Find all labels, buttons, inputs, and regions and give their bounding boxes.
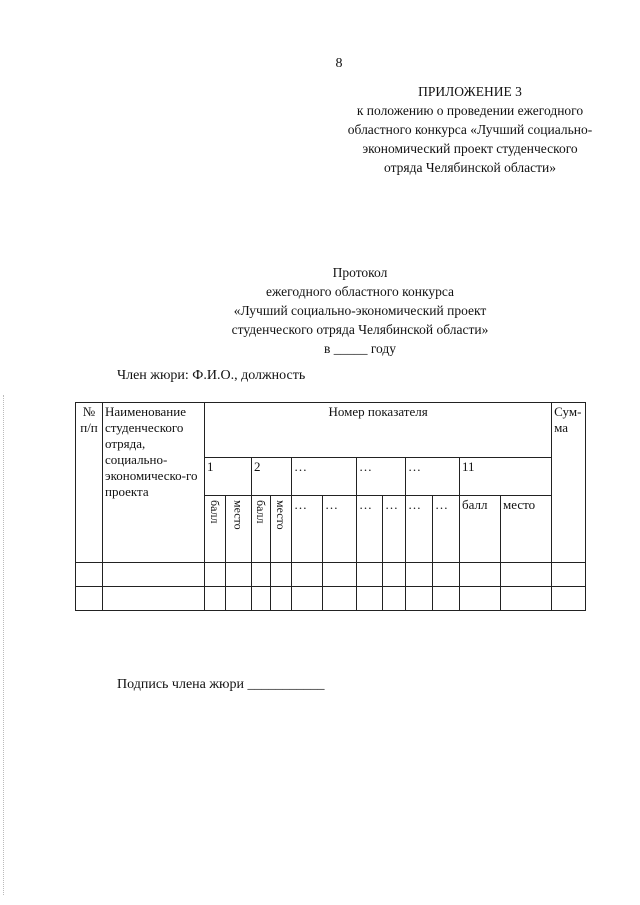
appendix-header	[300, 82, 640, 177]
subheader-place-text: место	[231, 500, 246, 530]
subheader-ellipsis: …	[323, 496, 357, 563]
appendix-line: областного конкурса «Лучший социально-	[347, 122, 593, 137]
indicator-11: 11	[460, 458, 552, 496]
appendix-title: ПРИЛОЖЕНИЕ 3	[418, 84, 522, 99]
indicator-1: 1	[205, 458, 252, 496]
subheader-score-text: балл	[208, 500, 222, 524]
indicator-ellipsis: …	[357, 458, 406, 496]
appendix-line: экономический проект студенческого	[362, 141, 578, 156]
subheader-place-text: место	[274, 500, 288, 530]
page-number: 8	[335, 56, 343, 71]
protocol-year-line: в _____ году	[323, 341, 397, 356]
subheader-place: место	[501, 496, 552, 563]
header-indicator: Номер показателя	[205, 403, 552, 458]
subheader-ellipsis: …	[433, 496, 460, 563]
subheader-score	[252, 496, 271, 563]
margin-divider	[3, 395, 5, 895]
indicator-ellipsis: …	[292, 458, 357, 496]
protocol-line: студенческого отряда Челябинской области»	[231, 322, 489, 337]
header-sum: Сум-ма	[552, 403, 586, 563]
table-row	[76, 563, 586, 587]
subheader-score	[205, 496, 226, 563]
subheader-place	[226, 496, 252, 563]
protocol-heading	[150, 263, 570, 358]
subheader-ellipsis: …	[383, 496, 406, 563]
jury-member-line: Член жюри: Ф.И.О., должность	[117, 368, 306, 383]
subheader-score: балл	[460, 496, 501, 563]
protocol-line: ежегодного областного конкурса	[266, 284, 454, 299]
indicator-2: 2	[252, 458, 292, 496]
subheader-ellipsis: …	[357, 496, 383, 563]
signature-line: Подпись члена жюри ___________	[117, 677, 325, 692]
appendix-line: к положению о проведении ежегодного	[356, 103, 584, 118]
header-name: Наименование студенческого отряда, социально-экономическо-го проекта	[103, 403, 205, 563]
appendix-line: отряда Челябинской области»	[384, 160, 556, 175]
subheader-score-text: балл	[254, 500, 268, 524]
table-row	[76, 587, 586, 611]
indicator-ellipsis: …	[406, 458, 460, 496]
subheader-ellipsis: …	[292, 496, 323, 563]
protocol-title: Протокол	[332, 265, 388, 280]
protocol-table	[75, 402, 586, 611]
subheader-ellipsis: …	[406, 496, 433, 563]
subheader-place	[271, 496, 292, 563]
header-number: № п/п	[76, 403, 103, 563]
protocol-line: «Лучший социально-экономический проект	[233, 303, 487, 318]
